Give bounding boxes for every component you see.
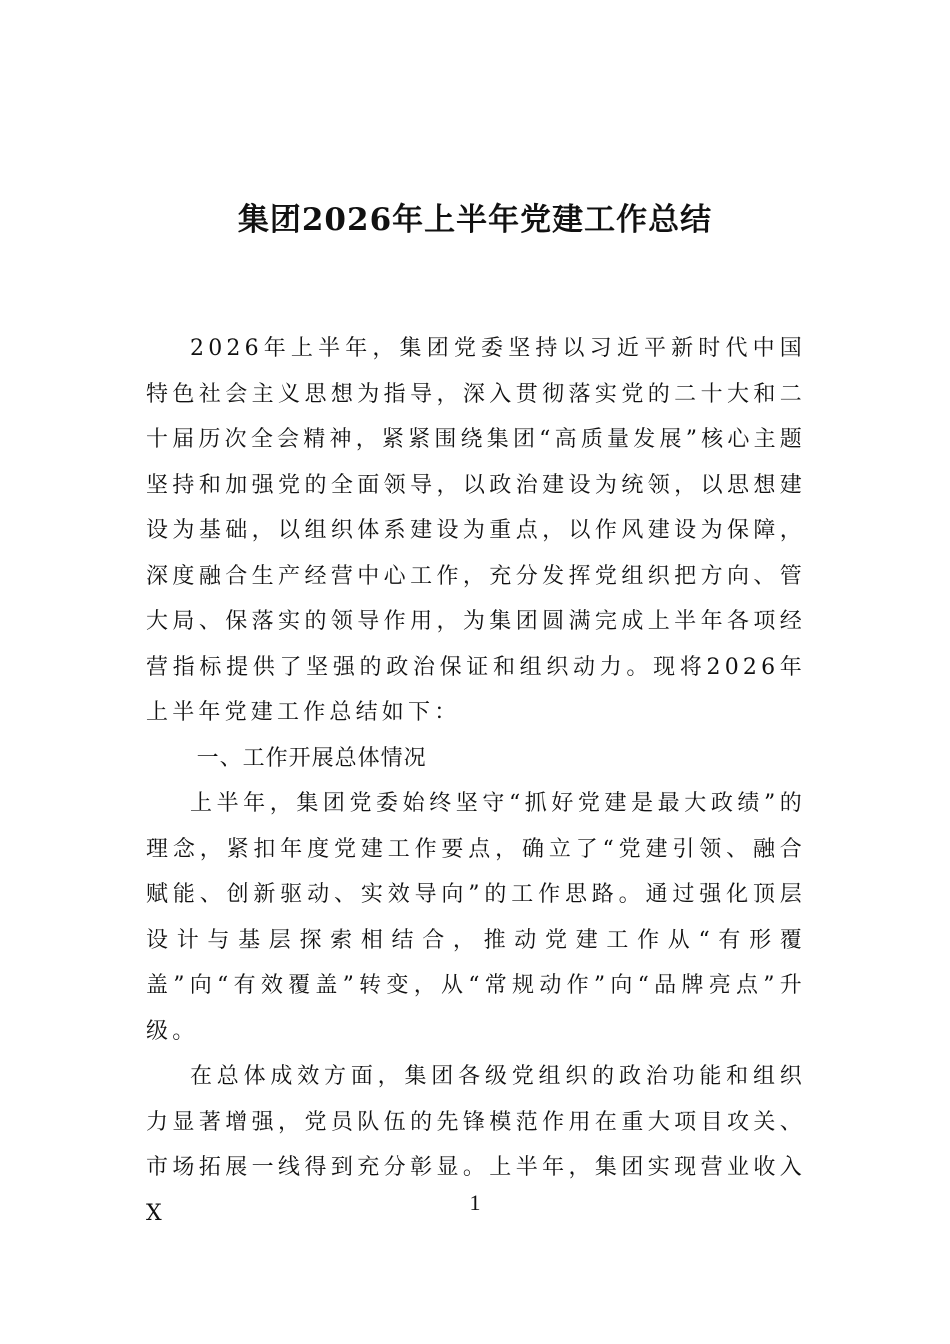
- section-paragraph: 上半年，集团党委始终坚守“抓好党建是最大政绩”的理念，紧扣年度党建工作要点，确立了“党建引领、融合赋能、创新驱动、实效导向”的工作思路。通过强化顶层设计与基层探索相结合，推动党建工作从“有形覆盖”向“有效覆盖”转变，从“常规动作”向“品牌亮点”升级。: [146, 791, 806, 1044]
- section-paragraph: 在总体成效方面，集团各级党组织的政治功能和组织力显著增强，党员队伍的先锋模范作用在重大项目攻关、市场拓展一线得到充分彰显。上半年，集团实现营业收入X: [146, 1064, 806, 1226]
- section-heading: 一、工作开展总体情况: [196, 745, 427, 771]
- document-body: [146, 326, 806, 1236]
- document-title: 集团2026年上半年党建工作总结: [237, 202, 713, 238]
- page-number: 1: [469, 1190, 481, 1215]
- intro-paragraph: 2026年上半年，集团党委坚持以习近平新时代中国特色社会主义思想为指导，深入贯彻落实党的二十大和二十届历次全会精神，紧紧围绕集团“高质量发展”核心主题坚持和加强党的全面领导，以政治建设为统领，以思想建设为基础，以组织体系建设为重点，以作风建设为保障，深度融合生产经营中心工作，充分发挥党组织把方向、管大局、保落实的领导作用，为集团圆满完成上半年各项经营指标提供了坚强的政治保证和组织动力。现将2026年上半年党建工作总结如下：: [146, 336, 806, 725]
